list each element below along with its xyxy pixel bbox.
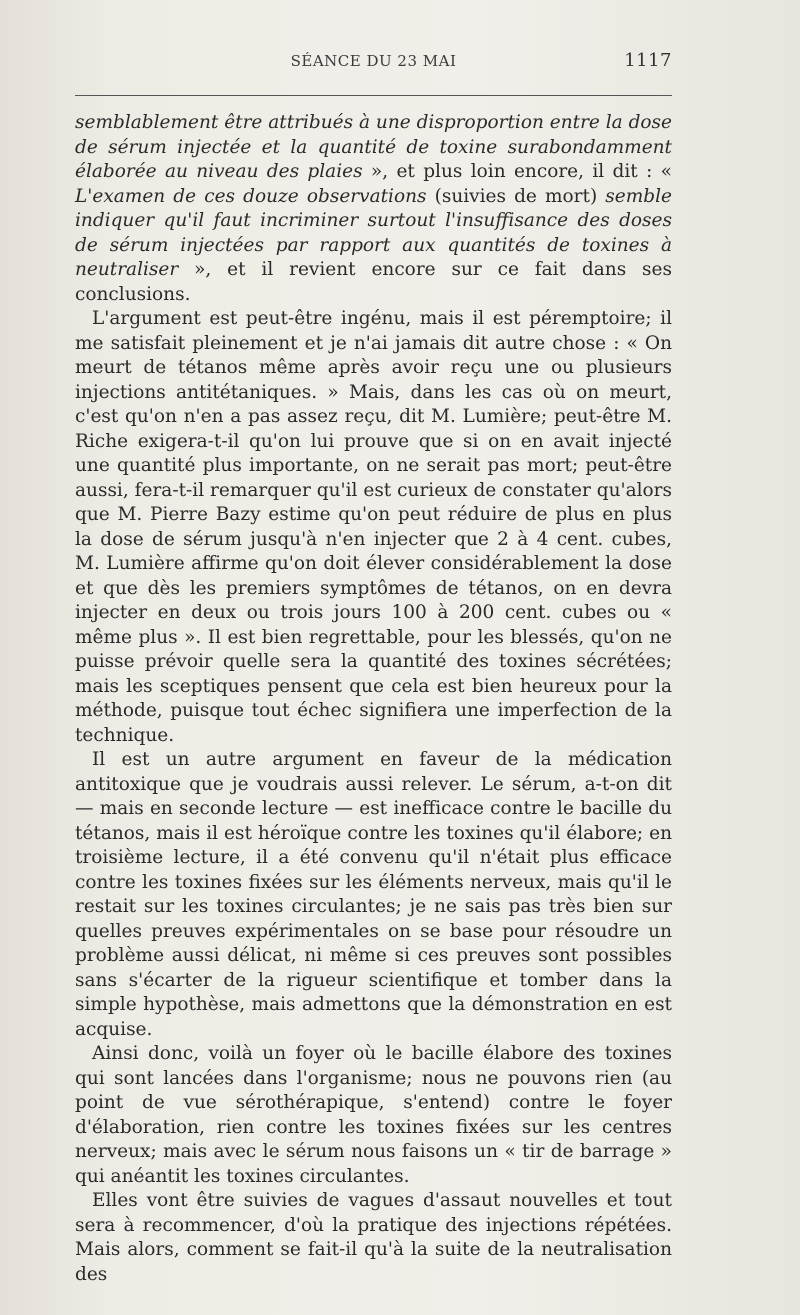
text-run-3: », et il revient encore sur ce fait dans ses conclusions. [75, 259, 672, 305]
page-number: 1117 [624, 50, 672, 71]
italic-quote-2: L'examen de ces douze observations [75, 185, 427, 207]
running-title: SÉANCE DU 23 MAI [290, 52, 457, 70]
running-head [75, 52, 672, 76]
paragraph-3: Il est un autre argument en faveur de la médication antitoxique que je voudrais aussi relever. Le sérum, a-t-on dit — mais en seconde lecture — est inefficace contre le bacille du tétanos, mais il est héroïque contre les toxines qu'il élabore; en troisième lecture, il a été convenu qu'il n'était plus efficace contre les toxines fixées sur les éléments nerveux, mais qu'il le restait sur les toxines circulantes; je ne sais pas très bien sur quelles preuves expérimentales on se base pour résoudre un problème aussi délicat, ni même si ces preuves sont possibles sans s'écarter de la rigueur scientifique et tomber dans la simple hypothèse, mais admettons que la démonstration en est acquise. [75, 749, 672, 1040]
paragraph-5: Elles vont être suivies de vagues d'assaut nouvelles et tout sera à recommencer, d'où la pratique des injections répétées. Mais alors, comment se fait-il qu'à la suite de la neutralisation des [75, 1190, 672, 1285]
paragraph-4: Ainsi donc, voilà un foyer où le bacille élabore des toxines qui sont lancées dans l'organisme; nous ne pouvons rien (au point de vue sérothérapique, s'entend) contre le foyer d'élaboration, rien contre les toxines fixées sur les centres nerveux; mais avec le sérum nous faisons un « tir de barrage » qui anéantit les toxines circulantes. [75, 1043, 672, 1187]
italic-quote-3: semble indiquer qu'il faut incriminer surtout l'insuffisance des doses de sérum injectées par rapport aux quantités de toxines à neutraliser [75, 185, 672, 280]
text-run-1: », et plus loin encore, il dit : « [362, 161, 672, 182]
italic-quote-1: semblablement être attribués à une disproportion entre la dose de sérum injectée et la quantité de toxine surabondamment élaborée au niveau des plaies [75, 112, 672, 182]
body-text [75, 111, 672, 1287]
text-run-2: (suivies de mort) [426, 185, 606, 207]
paragraph-2: L'argument est peut-être ingénu, mais il est péremptoire; il me satisfait pleinement et je n'ai jamais dit autre chose : « On meurt de tétanos même après avoir reçu une ou plusieurs injections antitétaniques. » Mais, dans les cas où on meurt, c'est qu'on n'en a pas assez reçu, dit M. Lumière; peut-être M. Riche exigera-t-il qu'on lui prouve que si on en avait injecté une quantité plus importante, on ne serait pas mort; peut-être aussi, fera-t-il remarquer qu'il est curieux de constater qu'alors que M. Pierre Bazy estime qu'on peut réduire de plus en plus la dose de sérum jusqu'à n'en injecter que 2 à 4 cent. cubes, M. Lumière affirme qu'on doit élever considérablement la dose et que dès les premiers symptômes de tétanos, on en devra injecter en deux ou trois jours 100 à 200 cent. cubes ou « même plus ». Il est bien regrettable, pour les blessés, qu'on ne puisse prévoir quelle sera la quantité des toxines sécrétées; mais les sceptiques pensent que cela est bien heureux pour la méthode, puisque tout échec signifiera une imperfection de la technique. [75, 308, 672, 746]
paragraph-1 [75, 111, 672, 307]
header-rule [75, 95, 672, 96]
